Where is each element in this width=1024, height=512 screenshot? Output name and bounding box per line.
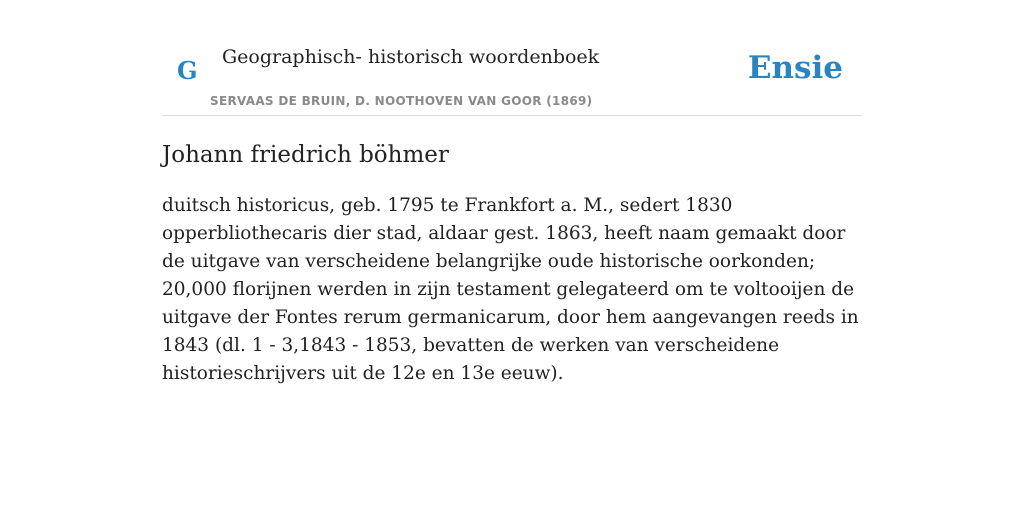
entry-body: duitsch historicus, geb. 1795 te Frankfort a. M., sedert 1830 opperbliothecaris dier stad, aldaar gest. 1863, heeft naam gemaakt door de uitgave van verscheidene belangrijke oude historische oorkonden; 20,000 florijnen werden in zijn testament gelegateerd om te voltooijen de uitgave der Fontes rerum germanicarum, door hem aangevangen reeds in 1843 (dl. 1 - 3,1843 - 1853, bevatten de werken van verscheidene historieschrijvers uit de 12e en 13e eeuw). bbox=[162, 195, 859, 384]
book-authors: SERVAAS DE BRUIN, D. NOOTHOVEN VAN GOOR (1869) bbox=[210, 94, 593, 108]
book-header bbox=[162, 44, 862, 116]
page bbox=[162, 0, 862, 388]
book-letter: G bbox=[177, 56, 198, 85]
ensie-logo[interactable]: Ensie bbox=[747, 50, 843, 86]
entry-title: Johann friedrich böhmer bbox=[162, 142, 449, 168]
book-title-link[interactable]: Geographisch- historisch woordenboek bbox=[222, 46, 600, 68]
